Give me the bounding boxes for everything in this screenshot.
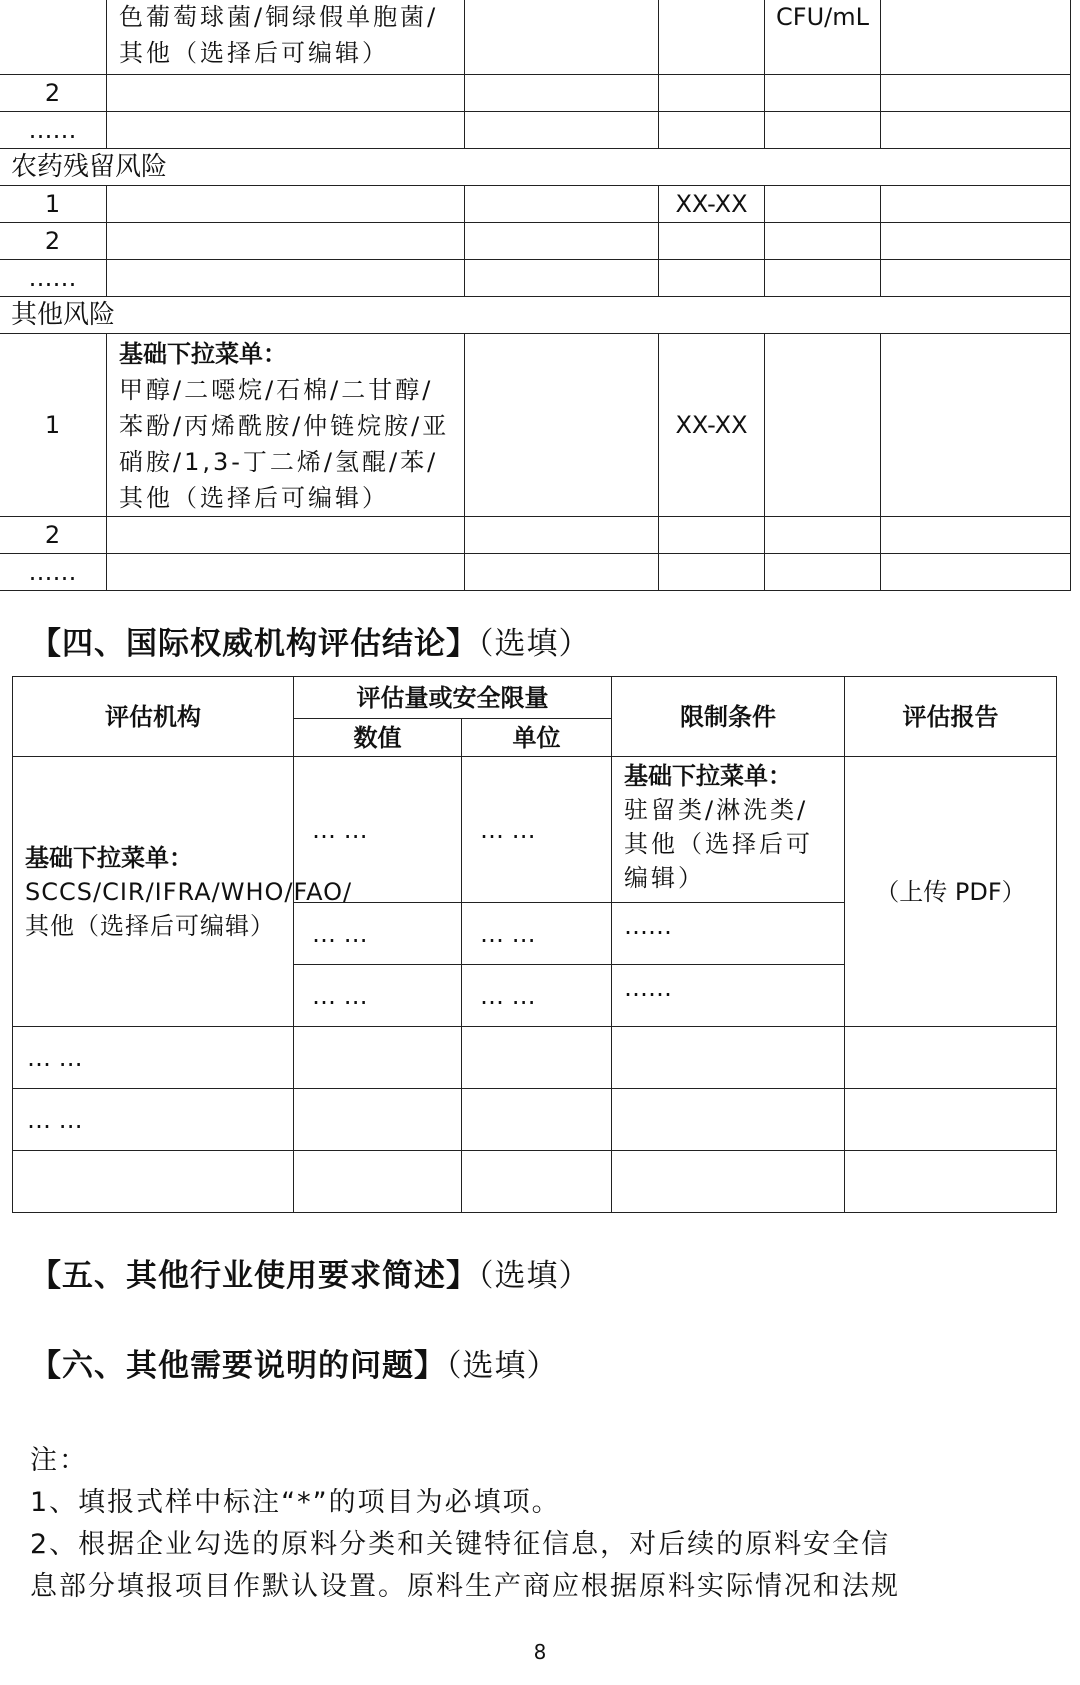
row-ellipsis: …… — [0, 260, 107, 297]
unit-cell[interactable]: … … — [462, 903, 612, 965]
value-cell[interactable]: … … — [294, 903, 462, 965]
condition-dropdown[interactable] — [612, 757, 845, 903]
table-header-row — [13, 677, 1057, 719]
dropdown-options: 甲醇/二噁烷/石棉/二甘醇/苯酚/丙烯酰胺/仲链烷胺/亚硝胺/1,3-丁二烯/氢醌/苯/其他（选择后可编辑） — [119, 376, 450, 512]
dropdown-label: 基础下拉菜单： — [119, 340, 287, 368]
table-row — [13, 757, 1057, 903]
header-agency: 评估机构 — [13, 677, 294, 757]
page-number: 8 — [533, 1640, 547, 1664]
other-risk-heading: 其他风险 — [0, 297, 1071, 334]
table-row — [0, 297, 1071, 334]
dropdown-options: SCCS/CIR/IFRA/WHO/FAO/其他（选择后可编辑） — [25, 877, 353, 940]
section-6-heading: 【六、其他需要说明的问题】（选填） — [30, 1348, 559, 1384]
assessment-table — [12, 676, 1057, 1213]
section-4-heading: 【四、国际权威机构评估结论】（选填） — [30, 626, 591, 662]
row-index: 2 — [0, 75, 107, 112]
table-row — [0, 554, 1071, 591]
note-1: 1、填报式样中标注“*”的项目为必填项。 — [30, 1487, 561, 1518]
other-risk-dropdown[interactable] — [107, 334, 465, 517]
section-5-heading: 【五、其他行业使用要求简述】（选填） — [30, 1258, 591, 1294]
header-unit: 单位 — [462, 719, 612, 757]
row-index: 1 — [0, 186, 107, 223]
agency-dropdown[interactable] — [13, 757, 353, 1027]
table-row — [0, 517, 1071, 554]
table-row — [0, 149, 1071, 186]
row-ellipsis: …… — [0, 112, 107, 149]
unit-cell[interactable]: … … — [462, 757, 612, 903]
dropdown-options: 驻留类/淋洗类/其他（选择后可编辑） — [624, 796, 813, 892]
row-ellipsis: …… — [0, 554, 107, 591]
condition-cell[interactable]: …… — [612, 903, 845, 965]
header-report: 评估报告 — [845, 677, 1057, 757]
table-row — [0, 75, 1071, 112]
table-row — [0, 223, 1071, 260]
unit-cell[interactable]: … … — [462, 965, 612, 1027]
table-row — [13, 1151, 1057, 1213]
header-condition: 限制条件 — [612, 677, 845, 757]
notes — [30, 1440, 1050, 1608]
value-range: XX-XX — [659, 186, 765, 223]
header-limit: 评估量或安全限量 — [294, 677, 612, 719]
dropdown-label: 基础下拉菜单： — [624, 762, 792, 790]
risk-table — [0, 0, 1071, 591]
agency-cell[interactable]: … … — [13, 1089, 294, 1151]
note-2-line-1: 2、根据企业勾选的原料分类和关键特征信息，对后续的原料安全信 — [30, 1529, 891, 1560]
condition-cell[interactable]: …… — [612, 965, 845, 1027]
table-row — [13, 1089, 1057, 1151]
pesticide-risk-heading: 农药残留风险 — [0, 149, 1071, 186]
unit-cell: CFU/mL — [765, 0, 881, 75]
dropdown-label: 基础下拉菜单： — [25, 843, 193, 872]
header-value: 数值 — [294, 719, 462, 757]
report-upload[interactable]: （上传 PDF） — [845, 757, 1057, 1027]
table-row — [13, 1027, 1057, 1089]
table-row — [0, 186, 1071, 223]
note-2-line-2: 息部分填报项目作默认设置。原料生产商应根据原料实际情况和法规 — [30, 1571, 900, 1602]
table-row — [0, 112, 1071, 149]
microbe-options[interactable]: 色葡萄球菌/铜绿假单胞菌/其他（选择后可编辑） — [107, 0, 465, 75]
value-range: XX-XX — [659, 334, 765, 517]
value-cell[interactable]: … … — [294, 965, 462, 1027]
row-index: 2 — [0, 517, 107, 554]
value-cell[interactable]: … … — [294, 757, 462, 903]
row-index: 1 — [0, 334, 107, 517]
table-row — [0, 260, 1071, 297]
table-row — [0, 0, 1071, 75]
agency-cell[interactable]: … … — [13, 1027, 294, 1089]
table-row — [0, 334, 1071, 517]
row-index: 2 — [0, 223, 107, 260]
notes-heading: 注： — [30, 1445, 88, 1476]
